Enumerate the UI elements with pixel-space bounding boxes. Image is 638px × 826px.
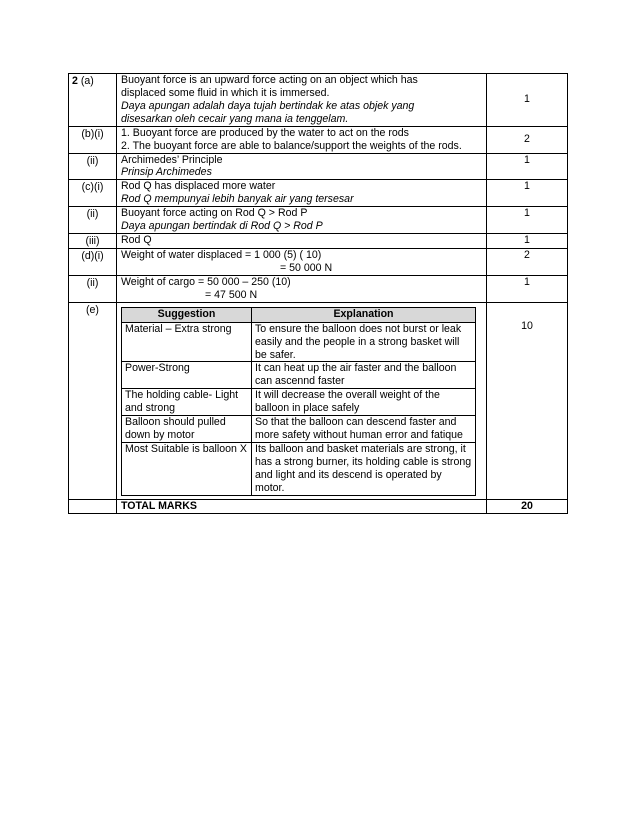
marking-scheme-table [68,73,568,514]
total-mark: 20 [487,499,568,513]
answer-point: 2. The buoyant force are able to balance/support the weights of the rods. [121,139,462,152]
answer-cell [117,275,487,302]
mark-cell: 1 [487,180,568,207]
suggestion-header: Suggestion [122,307,252,322]
answer-translation: Daya apungan adalah daya tujah bertindak ke atas objek yang [121,99,415,112]
answer-translation: Rod Q mempunyai lebih banyak air yang tersesar [121,193,354,206]
answer-line: Buoyant force is an upward force acting on an object which has [121,74,418,86]
row-2bi [69,126,568,153]
suggestion-cell: The holding cable- Light and strong [122,389,252,416]
answer-result: = 50 000 N [280,261,333,274]
answer-cell [117,248,487,275]
answer-translation: Daya apungan bertindak di Rod Q > Rod P [121,220,323,233]
explanation-cell: So that the balloon can descend faster and more safety without human error and fatique [252,416,476,443]
explanation-cell: It will decrease the overall weight of the balloon in place safely [252,389,476,416]
total-blank-cell [69,499,117,513]
row-2a [69,74,568,127]
row-2ci [69,180,568,207]
suggestion-cell: Power-Strong [122,362,252,389]
question-number: (ii) [69,207,117,234]
suggestion-cell: Material – Extra strong [122,322,252,362]
answer-line: Rod Q has displaced more water [121,180,276,193]
answer-point: 1. Buoyant force are produced by the water to act on the rods [121,126,409,139]
answer-cell [117,74,487,127]
suggestion-row [122,389,476,416]
answer-translation: Prinsip Archimedes [121,166,212,179]
answer-cell [117,180,487,207]
explanation-cell: It can heat up the air faster and the balloon can ascennd faster [252,362,476,389]
mark-cell: 2 [487,248,568,275]
answer-line: displaced some fluid in which it is immersed. [121,86,330,99]
explanation-cell: To ensure the balloon does not burst or leak easily and the people in a strong basket will be safer. [252,322,476,362]
question-number: (ii) [69,153,117,180]
answer-line: Buoyant force acting on Rod Q > Rod P [121,207,308,220]
suggestion-table [121,307,476,496]
explanation-header: Explanation [252,307,476,322]
mark-cell: 10 [487,302,568,499]
question-number: (d)(i) [69,248,117,275]
mark-cell: 1 [487,234,568,249]
suggestion-row [122,362,476,389]
suggestion-header-row [122,307,476,322]
suggestion-cell: Balloon should pulled down by motor [122,416,252,443]
row-2cii [69,207,568,234]
answer-cell [117,234,487,249]
row-2di [69,248,568,275]
answer-cell [117,153,487,180]
row-2e [69,302,568,499]
answer-cell [117,302,487,499]
mark-cell: 1 [487,207,568,234]
answer-line: Archimedes’ Principle [121,153,223,166]
total-row [69,499,568,513]
mark-cell: 2 [487,126,568,153]
question-number: (c)(i) [69,180,117,207]
answer-cell [117,207,487,234]
question-number: (ii) [69,275,117,302]
question-number: (b)(i) [69,126,117,153]
mark-cell: 1 [487,74,568,127]
row-2bii [69,153,568,180]
answer-line: Rod Q [121,234,152,247]
mark-cell: 1 [487,153,568,180]
question-number: 2 (a) [69,74,117,127]
answer-cell [117,126,487,153]
question-number: (e) [69,302,117,499]
suggestion-row [122,322,476,362]
answer-translation: disesarkan oleh cecair yang mana ia tenggelam. [121,112,349,125]
answer-result: = 47 500 N [205,288,258,301]
answer-line: Weight of water displaced = 1 000 (5) ( 10) [121,248,322,261]
question-number: (iii) [69,234,117,249]
explanation-cell: Its balloon and basket materials are strong, it has a strong burner, its holding cable is strong and light and its descend is operated by motor. [252,442,476,495]
answer-line: Weight of cargo = 50 000 – 250 (10) [121,275,291,288]
suggestion-cell: Most Suitable is balloon X [122,442,252,495]
suggestion-row [122,442,476,495]
suggestion-row [122,416,476,443]
mark-cell: 1 [487,275,568,302]
row-2ciii [69,234,568,249]
row-2dii [69,275,568,302]
total-label: TOTAL MARKS [117,499,487,513]
